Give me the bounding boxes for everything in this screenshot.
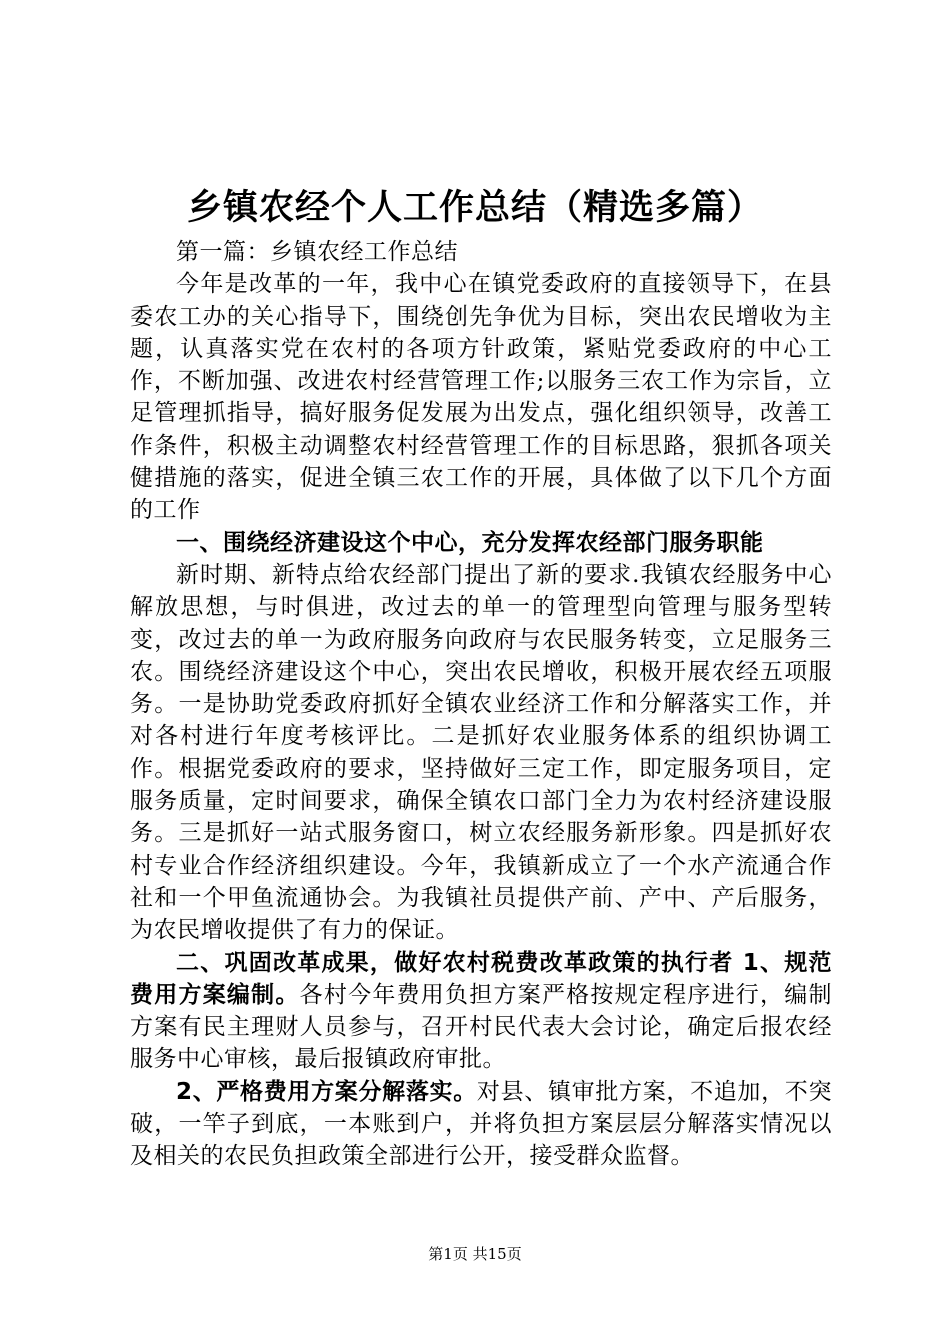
document-body	[130, 236, 832, 1173]
item-2-heading: 2、严格费用方案分解落实。	[176, 1078, 477, 1105]
paragraph-item-2	[130, 1076, 832, 1173]
paragraph-section-2	[130, 947, 832, 1076]
section-2-text: 各村今年费用负担方案严格按规定程序进行，编制方案有民主理财人员参与，召开村民代表大会讨论，确定后报农经服务中心审核，最后报镇政府审批。	[130, 981, 833, 1073]
item-2-text: 对县、镇审批方案，不追加，不突破，一竿子到底，一本账到户，并将负担方案层层分解落实情况以及相关的农民负担政策全部进行公开，接受群众监督。	[130, 1078, 832, 1170]
section-label: 第一篇：乡镇农经工作总结	[176, 239, 458, 265]
section-heading-2: 二、巩固改革成果，做好农村税费改革政策的执行者 1、规范费用方案编制。	[130, 949, 832, 1008]
document-title: 乡镇农经个人工作总结（精选多篇）	[186, 188, 763, 228]
paragraph-intro: 今年是改革的一年，我中心在镇党委政府的直接领导下，在县委农工办的关心指导下，围绕创先争优为目标，突出农民增收为主题，认真落实党在农村的各项方针政策，紧贴党委政府的中心工作，不断加强、改进农村经营管理工作;以服务三农工作为宗旨，立足管理抓指导，搞好服务促发展为出发点，强化组织领导，改善工作条件，积极主动调整农村经营管理工作的目标思路，狠抓各项关健措施的落实，促进全镇三农工作的开展，具体做了以下几个方面的工作	[130, 271, 832, 524]
paragraph-section-1: 新时期、新特点给农经部门提出了新的要求.我镇农经服务中心解放思想，与时俱进，改过去的单一的管理型向管理与服务型转变，改过去的单一为政府服务向政府与农民服务转变，立足服务三农。围绕经济建设这个中心，突出农民增收，积极开展农经五项服务。一是协助党委政府抓好全镇农业经济工作和分解落实工作，并对各村进行年度考核评比。二是抓好农业服务体系的组织协调工作。根据党委政府的要求，坚持做好三定工作，即定服务项目，定服务质量，定时间要求，确保全镇农口部门全力为农村经济建设服务。三是抓好一站式服务窗口，树立农经服务新形象。四是抓好农村专业合作经济组织建设。今年，我镇新成立了一个水产流通合作社和一个甲鱼流通协会。为我镇社员提供产前、产中、产后服务，为农民增收提供了有力的保证。	[130, 561, 832, 944]
page-footer: 第1页 共15页	[428, 1245, 522, 1263]
section-heading-1: 一、围绕经济建设这个中心，充分发挥农经部门服务职能	[176, 529, 764, 556]
